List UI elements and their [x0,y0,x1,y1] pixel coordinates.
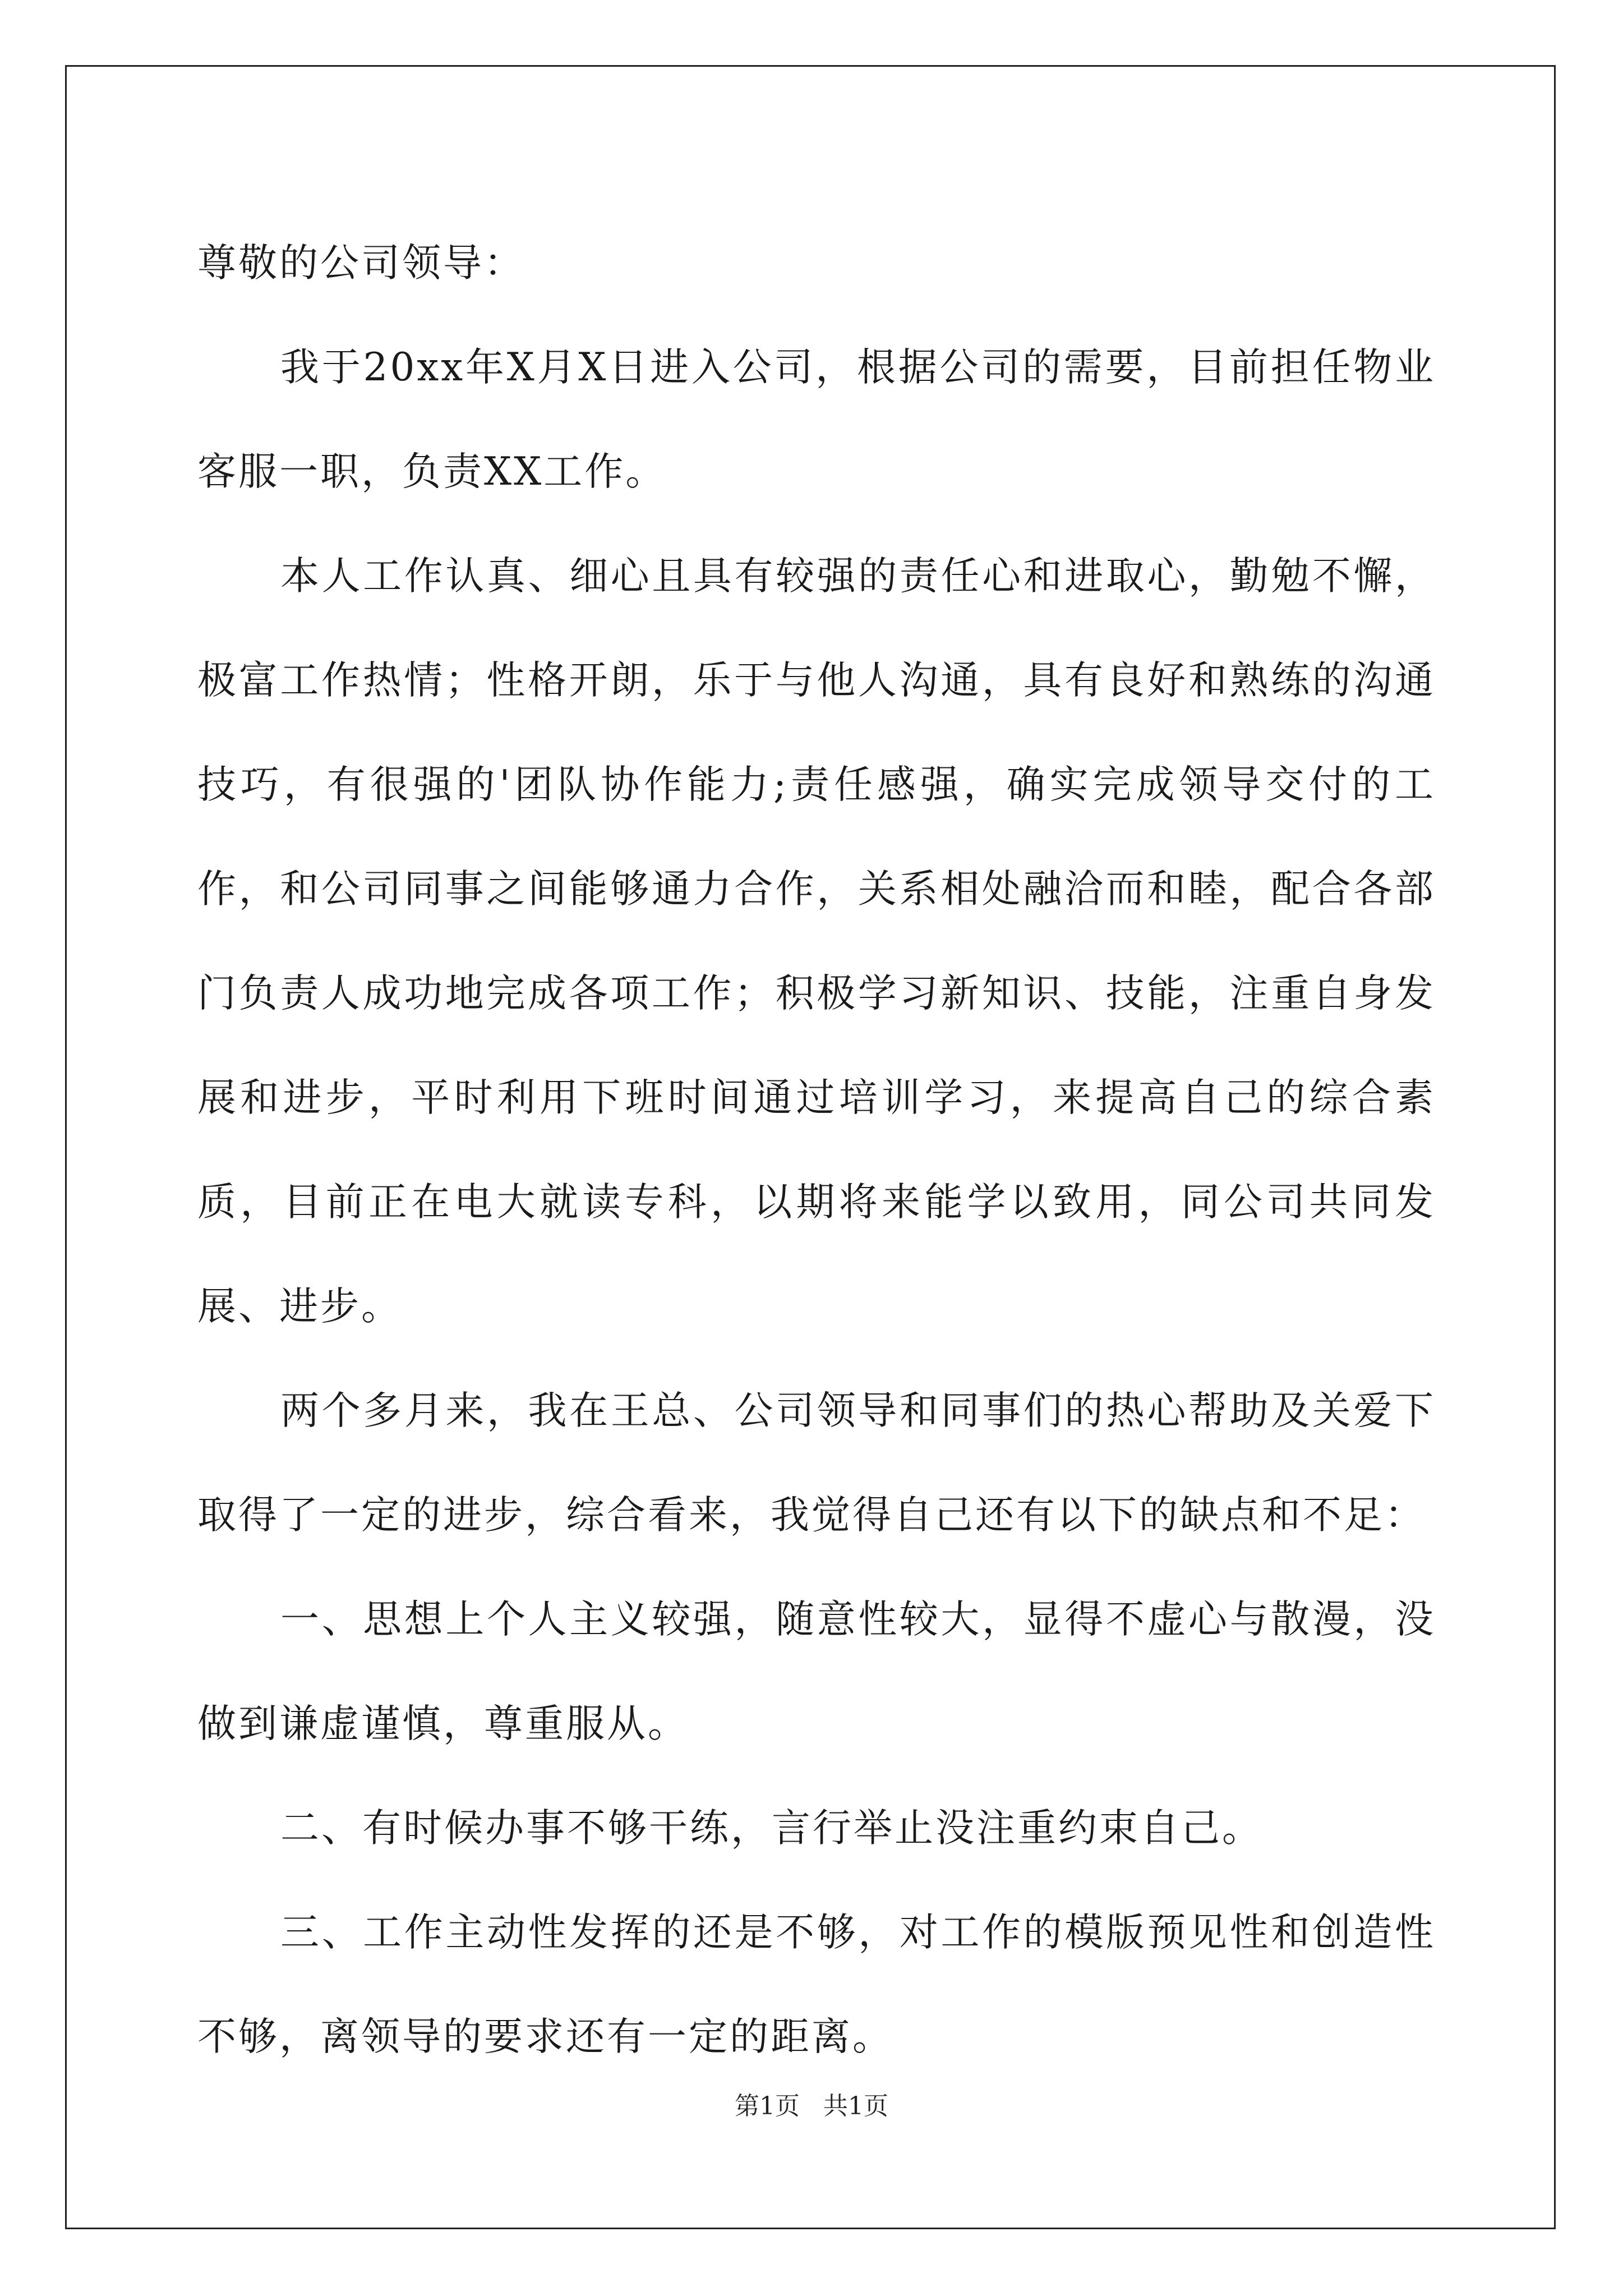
paragraph-3: 两个多月来，我在王总、公司领导和同事们的热心帮助及关爱下取得了一定的进步，综合看来，我觉得自己还有以下的缺点和不足： [197,1388,1436,1538]
paragraph-6: 三、工作主动性发挥的还是不够，对工作的模版预见性和创造性不够，离领导的要求还有一定的距离。 [197,1910,1436,2059]
paragraph-5: 二、有时候办事不够干练，言行举止没注重约束自己。 [280,1806,1263,1851]
page-footer [0,2090,1623,2123]
paragraph-1: 我于20xx年X月X日进入公司，根据公司的需要，目前担任物业客服一职，负责XX工作。 [197,345,1436,494]
page-number: 第1页 共1页 [735,2092,888,2120]
paragraph-2: 本人工作认真、细心且具有较强的责任心和进取心，勤勉不懈，极富工作热情；性格开朗，乐于与他人沟通，具有良好和熟练的沟通技巧，有很强的'团队协作能力;责任感强，确实完成领导交付的工作，和公司同事之间能够通力合作，关系相处融洽而和睦，配合各部门负责人成功地完成各项工作；积极学习新知识、技能，注重自身发展和进步，平时利用下班时间通过培训学习，来提高自己的综合素质，目前正在电大就读专科，以期将来能学以致用，同公司共同发展、进步。 [197,554,1436,1329]
salutation: 尊敬的公司领导： [197,241,525,286]
paragraph-4: 一、思想上个人主义较强，随意性较大，显得不虚心与散漫，没做到谦虚谨慎，尊重服从。 [197,1597,1436,1746]
document-body [197,211,1436,2089]
